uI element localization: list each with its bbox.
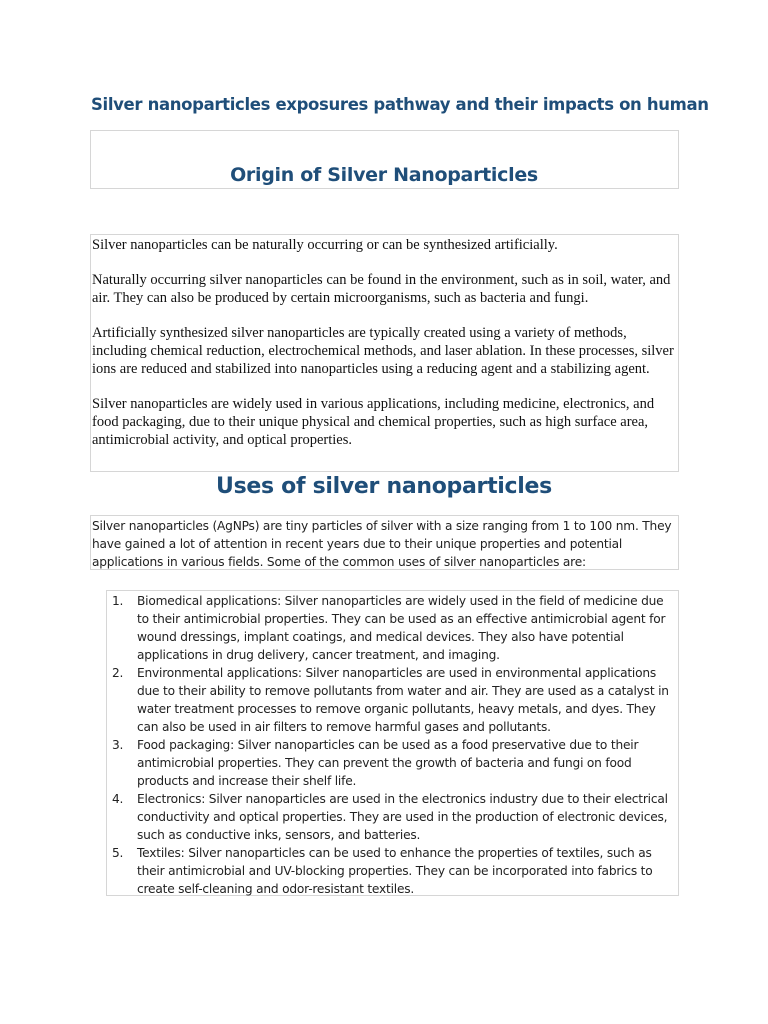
list-item bbox=[107, 592, 676, 664]
list-item bbox=[107, 844, 676, 898]
origin-paragraph: Artificially synthesized silver nanoparticles are typically created using a variety of methods, including chemical reduction, electrochemical methods, and laser ablation. In these processes, silver ions are reduced and stabilized into nanoparticles using a reducing agent and a stabilizing agent. bbox=[92, 325, 674, 377]
list-item-number: 5. bbox=[112, 846, 124, 860]
uses-intro-box bbox=[90, 515, 679, 570]
list-item-number: 4. bbox=[112, 792, 124, 806]
uses-section-heading: Uses of silver nanoparticles bbox=[216, 474, 552, 499]
origin-text-box bbox=[90, 234, 679, 472]
list-item bbox=[107, 790, 676, 844]
list-item bbox=[107, 664, 676, 736]
document-title: Silver nanoparticles exposures pathway and their impacts on human bbox=[91, 95, 709, 114]
origin-section-heading: Origin of Silver Nanoparticles bbox=[230, 164, 538, 186]
origin-paragraph: Naturally occurring silver nanoparticles can be found in the environment, such as in soil, water, and air. They can also be produced by certain microorganisms, such as bacteria and fungi. bbox=[92, 272, 671, 306]
origin-paragraph: Silver nanoparticles can be naturally occurring or can be synthesized artificially. bbox=[92, 237, 558, 253]
uses-list bbox=[107, 592, 676, 898]
list-item-number: 2. bbox=[112, 666, 124, 680]
list-item-text: Food packaging: Silver nanoparticles can be used as a food preservative due to their antimicrobial properties. They can prevent the growth of bacteria and fungi on food products and increase their shelf life. bbox=[137, 738, 639, 788]
list-item-number: 3. bbox=[112, 738, 124, 752]
list-item-text: Electronics: Silver nanoparticles are used in the electronics industry due to their electrical conductivity and optical properties. They are used in the production of electronic devices, such as conductive inks, sensors, and batteries. bbox=[137, 792, 668, 842]
uses-intro-paragraph: Silver nanoparticles (AgNPs) are tiny particles of silver with a size ranging from 1 to 100 nm. They have gained a lot of attention in recent years due to their unique properties and potential applications in various fields. Some of the common uses of silver nanoparticles are: bbox=[92, 519, 672, 569]
list-item-text: Environmental applications: Silver nanoparticles are used in environmental applications due to their ability to remove pollutants from water and air. They are used as a catalyst in water treatment processes to remove organic pollutants, heavy metals, and dyes. They can also be used in air filters to remove harmful gases and pollutants. bbox=[137, 666, 669, 734]
list-item-text: Textiles: Silver nanoparticles can be used to enhance the properties of textiles, such as their antimicrobial and UV-blocking properties. They can be incorporated into fabrics to create self-cleaning and odor-resistant textiles. bbox=[137, 846, 653, 896]
uses-list-box bbox=[106, 590, 679, 896]
list-item-number: 1. bbox=[112, 594, 124, 608]
list-item-text: Biomedical applications: Silver nanoparticles are widely used in the field of medicine due to their antimicrobial properties. They can be used as an effective antimicrobial agent for wound dressings, implant coatings, and medical devices. They also have potential applications in drug delivery, cancer treatment, and imaging. bbox=[137, 594, 666, 662]
list-item bbox=[107, 736, 676, 790]
origin-paragraph: Silver nanoparticles are widely used in various applications, including medicine, electronics, and food packaging, due to their unique physical and chemical properties, such as high surface area, antimicrobial activity, and optical properties. bbox=[92, 396, 655, 448]
